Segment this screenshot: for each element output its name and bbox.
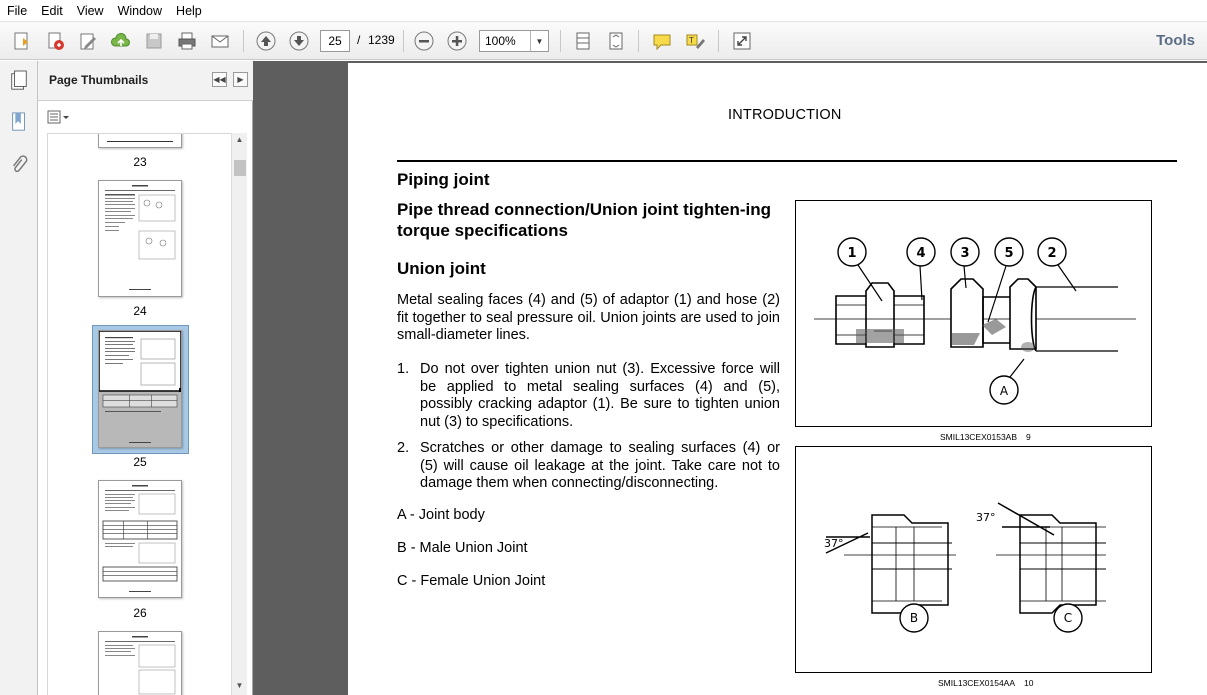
arrow-up-icon [255, 30, 277, 52]
highlight-text-icon [684, 30, 706, 52]
print-icon [176, 30, 198, 52]
document-page [348, 63, 1207, 695]
email-icon [209, 30, 231, 52]
thumbnail-page-24[interactable] [98, 180, 182, 297]
thumbnail-page-26[interactable] [98, 480, 182, 598]
comment-icon [651, 30, 673, 52]
thumbnail-page-25[interactable] [98, 330, 182, 448]
create-pdf-button[interactable] [9, 28, 35, 54]
upload-button[interactable] [108, 28, 134, 54]
list-number: 2. [397, 440, 410, 456]
bookmarks-icon[interactable] [8, 110, 30, 134]
tools-button[interactable]: Tools [1156, 32, 1195, 49]
scroll-up-icon[interactable]: ▲ [235, 135, 244, 144]
thumbnail-label-25: 25 [133, 455, 147, 469]
options-list-icon [47, 109, 71, 125]
toolbar [0, 22, 1207, 60]
next-page-button[interactable] [286, 28, 312, 54]
collapse-panel-button[interactable]: ◀◀ [212, 72, 227, 87]
fit-page-button[interactable] [603, 28, 629, 54]
list-number: 1. [397, 361, 410, 377]
legend-female-union: C - Female Union Joint [397, 573, 546, 589]
list-text: Do not over tighten union nut (3). Excessive force will be applied to metal sealing surfaces (4) and (5), possibly cracking adaptor (1). Be sure to tighten union nut (3) to specifications. [420, 361, 780, 430]
callout-5: 5 [1004, 246, 1014, 261]
thumbnail-label-26: 26 [133, 606, 147, 620]
expand-panel-button[interactable]: ▶ [233, 72, 248, 87]
figure-union-joint [795, 200, 1152, 427]
menu-help[interactable]: Help [176, 3, 202, 18]
zoom-in-icon [446, 30, 468, 52]
full-screen-button[interactable] [729, 28, 755, 54]
svg-text:T: T [689, 36, 694, 45]
label-c: C [1063, 611, 1073, 625]
zoom-select[interactable] [479, 30, 549, 52]
zoom-out-icon [413, 30, 435, 52]
callout-1: 1 [847, 246, 857, 261]
zoom-in-button[interactable] [444, 28, 470, 54]
panel-title: Page Thumbnails [49, 73, 149, 87]
menu-window[interactable]: Window [117, 3, 163, 18]
page-thumbnails-icon[interactable] [8, 69, 30, 93]
angle-label-right: 37° [976, 511, 996, 524]
scrolling-mode-icon [572, 30, 594, 52]
union-joint-title: Union joint [397, 259, 486, 278]
legend-male-union: B - Male Union Joint [397, 540, 528, 556]
arrow-down-icon [288, 30, 310, 52]
angle-label-left: 37° [824, 537, 844, 550]
previous-page-button[interactable] [253, 28, 279, 54]
combine-files-button[interactable] [42, 28, 68, 54]
thumbnail-options-button[interactable] [47, 109, 71, 125]
figure1-caption: SMIL13CEX0153AB [940, 432, 1018, 442]
edit-button[interactable] [75, 28, 101, 54]
list-text: Scratches or other damage to sealing surfaces (4) or (5) will cause oil leakage at the joint. Take care not to damage them when connecting/disconnecting. [420, 440, 780, 491]
scroll-down-icon[interactable]: ▼ [235, 681, 244, 690]
callout-2: 2 [1047, 246, 1057, 261]
thumbnails-scrollbar[interactable] [231, 133, 247, 695]
label-a: A [999, 384, 1009, 398]
intro-paragraph: Metal sealing faces (4) and (5) of adaptor (1) and hose (2) fit together to seal pressure oil. Union joints are used to join small-diameter lines. [397, 292, 780, 343]
thumbnail-page-27[interactable] [98, 631, 182, 695]
figure2-number: 10 [1024, 678, 1034, 688]
figure2-caption: SMIL13CEX0154AA [938, 678, 1016, 688]
header-rule [397, 160, 1177, 162]
scrollbar-thumb[interactable] [234, 160, 246, 176]
list-item [397, 440, 780, 494]
callout-4: 4 [916, 246, 926, 261]
page-thumbnails-panel [38, 61, 253, 695]
edit-icon [77, 30, 99, 52]
list-item [397, 361, 780, 431]
zoom-out-button[interactable] [411, 28, 437, 54]
email-button[interactable] [207, 28, 233, 54]
combine-files-icon [44, 30, 66, 52]
thumbnails-list[interactable] [47, 133, 231, 695]
expand-icon [731, 30, 753, 52]
menu-file[interactable]: File [7, 3, 28, 18]
subsection-title: Pipe thread connection/Union joint tighten-ing torque specifications [397, 200, 771, 240]
section-title: Piping joint [397, 170, 490, 189]
menu-view[interactable]: View [76, 3, 104, 18]
attachments-icon[interactable] [8, 153, 30, 177]
thumbnail-label-23: 23 [133, 155, 147, 169]
fit-page-icon [605, 30, 627, 52]
cloud-upload-icon [110, 30, 132, 52]
menu-bar [0, 0, 1207, 22]
page-total: 1239 [368, 33, 395, 47]
thumbnail-label-24: 24 [133, 304, 147, 318]
comment-button[interactable] [649, 28, 675, 54]
thumbnail-page-23[interactable] [98, 133, 182, 148]
navigation-rail [0, 61, 38, 695]
save-icon [143, 30, 165, 52]
page-separator: / [357, 33, 361, 47]
fit-width-button[interactable] [570, 28, 596, 54]
figure-male-female-union [795, 446, 1152, 673]
chevron-down-icon[interactable]: ▼ [530, 31, 548, 51]
menu-edit[interactable]: Edit [41, 3, 63, 18]
label-b: B [909, 611, 919, 625]
page-header: INTRODUCTION [728, 107, 842, 123]
page-number-input[interactable]: 25 [320, 30, 350, 52]
print-button[interactable] [174, 28, 200, 54]
panel-header [38, 61, 253, 101]
callout-3: 3 [960, 246, 970, 261]
highlight-button[interactable] [682, 28, 708, 54]
zoom-value: 100% [485, 34, 516, 48]
legend-joint-body: A - Joint body [397, 507, 485, 523]
save-button[interactable] [141, 28, 167, 54]
create-pdf-icon [11, 30, 33, 52]
figure1-number: 9 [1026, 432, 1031, 442]
